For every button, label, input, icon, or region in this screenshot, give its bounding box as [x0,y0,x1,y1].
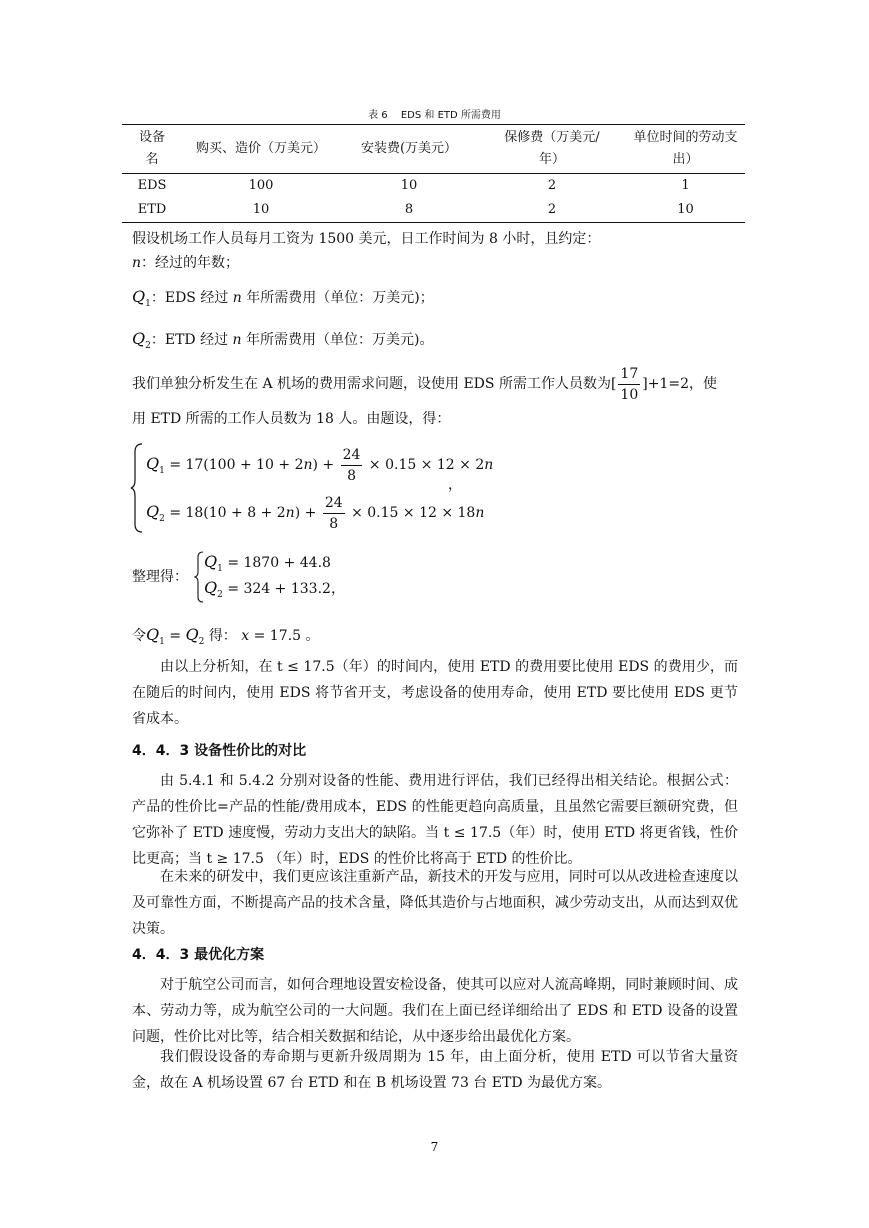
simplified-q2: $Q_2 = 324 + 133.2$， [204,578,345,600]
analysis-line1 [132,362,717,406]
simplified-label: 整理得： [132,569,188,585]
header-purchase-line1: 购买、造价（万美元） [195,141,326,156]
table-row [122,198,745,223]
simplified-q1: $Q_1 = 1870 + 44.8$ [204,552,331,574]
eq-q2-num: 24 [323,493,345,514]
simplified-q2-rhs: = 324 + 133.2 [227,581,331,597]
header-labor-line1: 单位时间的劳动支 [633,130,738,145]
cost-table [122,124,745,223]
table-cell: 10 [626,198,745,223]
q1-desc-b: 年所需费用（单位：万美元)； [241,290,434,306]
q1-desc-n: n [232,290,242,306]
assumption-line: 假设机场工作人员每月工资为 1500 美元，日工作时间为 8 小时，且约定： [132,231,601,247]
header-purchase [182,125,340,174]
equate-x: x [241,628,250,644]
fraction-numerator: 17 [618,364,640,385]
header-labor [626,125,745,174]
analysis-line2: 用 ETD 所需的工作人员数为 18 人。由题设，得： [132,411,451,427]
eq-q2-n: n [285,505,295,521]
table-row [122,174,745,199]
section1-paragraph2: 在未来的研发中，我们更应该注重新产品，新技术的开发与应用，同时可以从改进检查速度以及可靠性方面，不断提高产品的技术含量，降低其造价与占地面积，减少劳动支出，从而达到双优决策。 [132,869,738,937]
table-cell: 10 [400,178,418,193]
equate-mid: 得： [208,628,237,644]
q2-definition [132,326,434,359]
eq-q2-left: = 18(10 + 8 + 2 [169,505,286,521]
header-labor-line2: 出） [672,152,699,167]
q2-desc-a: ：ETD 经过 [150,332,233,348]
conclusion-paragraph: 由以上分析知，在 t ≤ 17.5（年）的时间内，使用 ETD 的费用要比使用 EDS 的费用少，而在随后的时间内，使用 EDS 将节省开支，考虑设备的使用寿命，使用 ETD 要比使用 EDS 更节省成本。 [132,659,738,727]
eq-q1-den: 8 [347,467,356,484]
header-warranty-line2: 年） [538,152,565,167]
table-caption: 表 6 EDS 和 ETD 所需费用 [368,110,501,121]
table-cell: 100 [248,178,274,193]
section2-paragraph2: 我们假设设备的寿命期与更新升级周期为 15 年，由上面分析，使用 ETD 可以节省大量资金，故在 A 机场设置 67 台 ETD 和在 B 机场设置 73 台 ETD 为最优方案。 [132,1049,738,1091]
simplified-q1-rhs: = 1870 + 44.8 [227,555,331,571]
section-heading: 4．4．3 最优化方案 [132,947,265,963]
analysis-text-b: ]+1=2，使 [642,376,717,392]
analysis-text-a: 我们单独分析发生在 A 机场的费用需求问题，设使用 EDS 所需工作人员数为[ [132,376,617,392]
header-install [340,125,478,174]
header-warranty-line1: 保修费（万美元/ [504,130,600,145]
left-brace-icon [130,442,144,534]
q2-desc-b: 年所需费用（单位：万美元)。 [241,332,434,348]
page-number: 7 [430,1140,439,1154]
equate-x-value: = 17.5 。 [253,628,320,644]
q2-desc-n: n [232,332,242,348]
table-cell: 8 [340,198,478,223]
fraction-denominator: 10 [620,386,639,403]
n-description: ：经过的年数； [141,255,240,271]
header-device [122,125,182,174]
simplified-comma: ， [330,581,345,597]
eq-q1-right: × 0.15 × 12 × 2 [368,457,485,473]
eq-q1-n: n [303,457,313,473]
q1-symbol: Q [132,287,146,306]
header-install-line1: 安装费(万美元） [360,141,458,156]
eq-q2-n2: n [475,505,485,521]
table-header-row [122,125,745,174]
q1-desc-a: ：EDS 经过 [150,290,233,306]
equation-q2: $Q_2 = 18(10 + 8 + 2n)$ + $\frac{24}{8}$ × 0.15 × 12 × 18n [146,494,485,532]
section2-paragraph1: 对于航空公司而言，如何合理地设置安检设备，使其可以应对人流高峰期，同时兼顾时间、成本、劳动力等，成为航空公司的一大问题。我们在上面已经详细给出了 EDS 和 ETD 设备的设置问题，性价比对比等，结合相关数据和结论，从中逐步给出最优化方案。 [132,977,738,1045]
left-brace-icon [194,551,204,603]
table-cell: 2 [547,178,557,193]
section-heading: 4．4．3 设备性价比的对比 [132,743,307,759]
header-warranty [478,125,626,174]
equation-q1: $Q_1 = 17(100 + 10 + 2n)$ + $\frac{24}{8}$ × 0.15 × 12 × 2n [146,446,494,484]
staff-fraction [618,364,640,405]
table-cell: ETD [122,198,182,223]
table-cell: 2 [478,198,626,223]
q1-subscript: 1 [145,298,151,309]
section1-paragraph1: 由 5.4.1 和 5.4.2 分别对设备的性能、费用进行评估，我们已经得出相关结论。根据公式：产品的性价比=产品的性能/费用成本，EDS 的性能更趋向高质量，且虽然它需要巨额研究费，但它弥补了 ETD 速度慢，劳动力支出大的缺陷。当 t ≤ 17.5（年）时，使用 ETD 将更省钱，性价比更高；当 t ≥ 17.5 （年）时，EDS 的性价比将高于 ETD 的性价比。 [132,773,738,867]
eq-q1-num: 24 [341,445,363,466]
eq-q2-right: × 0.15 × 12 × 18 [351,505,476,521]
equate-line: 令$Q_1 = Q_2$ 得： x = 17.5 。 [132,625,320,647]
q2-symbol: Q [132,329,146,348]
eq-q1-left: = 17(100 + 10 + 2 [169,457,304,473]
q1-definition [132,284,434,317]
n-variable: n [132,255,142,271]
equate-prefix: 令 [132,628,146,644]
n-definition [132,250,239,276]
eq-q1-mid: ) + [312,457,335,473]
equate-eq: = [169,628,182,644]
q2-subscript: 2 [145,340,151,351]
eq-q2-fraction [323,493,345,534]
eq-q2-den: 8 [329,515,339,532]
table-cell: 10 [182,198,340,223]
eq-q2-mid: ) + [294,505,317,521]
equation-comma: ， [448,477,462,493]
eq-q1-n2: n [484,457,494,473]
table-cell: 1 [681,178,690,193]
table-cell: EDS [137,178,167,193]
eq-q1-fraction [341,445,363,486]
header-device-line1: 设备 [138,130,165,145]
header-device-line2: 名 [145,152,159,167]
